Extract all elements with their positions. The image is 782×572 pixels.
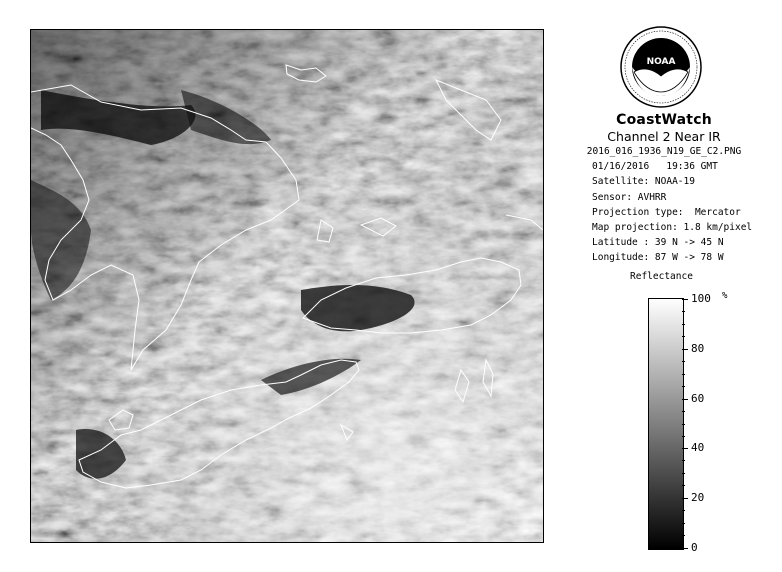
colorbar-tick bbox=[682, 399, 688, 400]
colorbar-tick-label: 40 bbox=[691, 441, 705, 454]
colorbar-minor-tick bbox=[682, 361, 685, 362]
metadata-panel bbox=[566, 112, 762, 266]
noaa-seal-icon bbox=[620, 26, 702, 108]
datetime: 01/16/2016 19:36 GMT bbox=[592, 161, 718, 173]
map-projection: Map projection: 1.8 km/pixel bbox=[592, 222, 753, 234]
colorbar-minor-tick bbox=[682, 485, 685, 486]
colorbar-minor-tick bbox=[682, 535, 685, 536]
colorbar-minor-tick bbox=[682, 510, 685, 511]
colorbar-minor-tick bbox=[682, 336, 685, 337]
longitude-range: Longitude: 87 W -> 78 W bbox=[592, 252, 724, 264]
filename: 2016_016_1936_N19_GE_C2.PNG bbox=[586, 146, 742, 157]
colorbar bbox=[648, 298, 684, 550]
colorbar-tick-label: 0 bbox=[691, 541, 698, 554]
colorbar-tick-label: 20 bbox=[691, 491, 705, 504]
colorbar-minor-tick bbox=[682, 436, 685, 437]
satellite-label: Satellite: NOAA-19 bbox=[592, 176, 695, 188]
colorbar-minor-tick bbox=[682, 460, 685, 461]
projection-type: Projection type: Mercator bbox=[592, 206, 741, 218]
colorbar-tick bbox=[682, 299, 688, 300]
noaa-logo bbox=[620, 26, 702, 108]
latitude-range: Latitude : 39 N -> 45 N bbox=[592, 237, 724, 249]
sensor-label: Sensor: AVHRR bbox=[592, 191, 667, 203]
colorbar-minor-tick bbox=[682, 311, 685, 312]
colorbar-minor-tick bbox=[682, 473, 685, 474]
colorbar-tick bbox=[682, 349, 688, 350]
channel-name: Channel 2 Near IR bbox=[607, 129, 721, 144]
colorbar-unit: % bbox=[722, 291, 728, 301]
colorbar-minor-tick bbox=[682, 386, 685, 387]
colorbar-minor-tick bbox=[682, 523, 685, 524]
satellite-image-panel bbox=[30, 29, 544, 543]
colorbar-tick-label: 100 bbox=[691, 292, 711, 305]
colorbar-minor-tick bbox=[682, 411, 685, 412]
colorbar-minor-tick bbox=[682, 324, 685, 325]
colorbar-tick bbox=[682, 548, 688, 549]
brand-title: CoastWatch bbox=[616, 112, 712, 128]
logo-text: NOAA bbox=[646, 57, 676, 67]
colorbar-tick-label: 60 bbox=[691, 392, 705, 405]
colorbar-tick bbox=[682, 448, 688, 449]
colorbar-tick-label: 80 bbox=[691, 342, 705, 355]
colorbar-minor-tick bbox=[682, 424, 685, 425]
satellite-image bbox=[31, 30, 543, 542]
colorbar-tick bbox=[682, 498, 688, 499]
colorbar-minor-tick bbox=[682, 374, 685, 375]
colorbar-title: Reflectance bbox=[630, 271, 693, 282]
